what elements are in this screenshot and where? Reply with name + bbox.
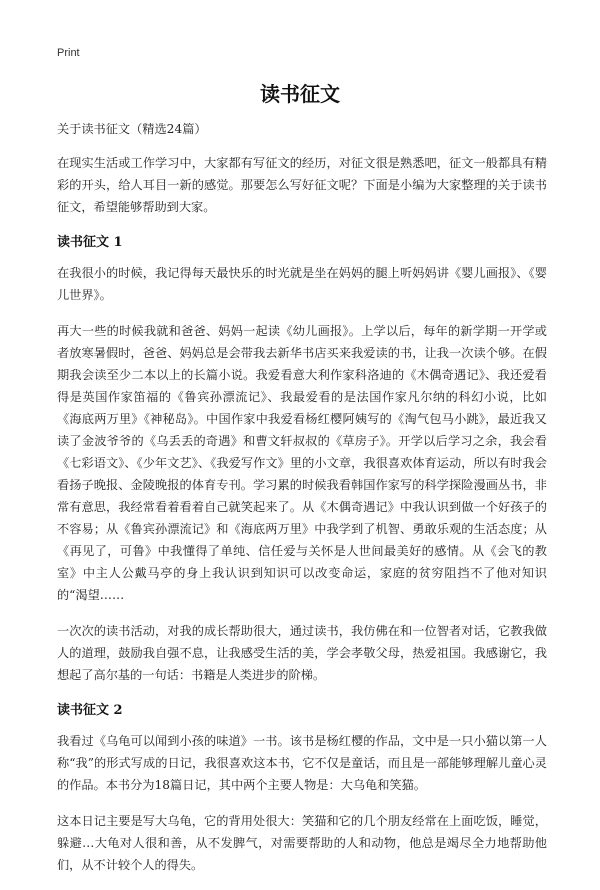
section-2-paragraph-1: 我看过《乌龟可以闻到小孩的味道》一书。该书是杨红樱的作品，文中是一只小猫以第一人称“我”的形式写成的日记，我很喜欢这本书，它不仅是童话，而且是一部能够理解儿童心灵的作品。本书分为18篇日记，其中两个主要人物是：大乌龟和笑猫。 bbox=[57, 734, 547, 792]
article-subtitle: 关于读书征文（精选24篇） bbox=[57, 122, 207, 136]
section-heading-1: 读书征文 1 bbox=[57, 235, 123, 250]
section-1-paragraph-1: 在我很小的时候，我记得每天最快乐的时光就是坐在妈妈的腿上听妈妈讲《婴儿画报》、《婴儿世界》。 bbox=[57, 266, 547, 302]
page-title: 读书征文 bbox=[260, 82, 340, 106]
section-heading-2: 读书征文 2 bbox=[57, 703, 123, 718]
section-2-paragraph-2: 这本日记主要是写大乌龟，它的背用处很大：笑猫和它的几个朋友经常在上面吃饭，睡觉，躲避…大龟对人很和善，从不发脾气，对需要帮助的人和动物，他总是竭尽全力地帮助他们，从不计较个人的得失。 bbox=[57, 814, 547, 872]
article-body bbox=[57, 118, 547, 890]
print-link[interactable]: Print bbox=[57, 47, 80, 59]
section-1-paragraph-3: 一次次的读书活动，对我的成长帮助很大，通过读书，我仿佛在和一位智者对话，它教我做人的道理，鼓励我自强不息，让我感受生活的美，学会孝敬父母，热爱祖国。我感谢它，我想起了高尔基的一句话：书籍是人类进步的阶梯。 bbox=[57, 624, 547, 682]
intro-paragraph: 在现实生活或工作学习中，大家都有写征文的经历，对征文很是熟悉吧，征文一般都具有精彩的开头，给人耳目一新的感觉。那要怎么写好征文呢？下面是小编为大家整理的关于读书征文，希望能够帮助到大家。 bbox=[57, 156, 547, 214]
section-1-paragraph-2: 再大一些的时候我就和爸爸、妈妈一起读《幼儿画报》。上学以后，每年的新学期一开学或者放寒暑假时，爸爸、妈妈总是会带我去新华书店买来我爱读的书，让我一次读个够。在假期我会读至少二本以上的长篇小说。我爱看意大利作家科洛迪的《木偶奇遇记》、我还爱看得是英国作家笛福的《鲁宾孙漂流记》、我最爱看的是法国作家凡尔纳的科幻小说，比如《海底两万里》《神秘岛》。中国作家中我爱看杨红樱阿姨写的《淘气包马小跳》，最近我又读了金波爷爷的《乌丢丢的奇遇》和曹文轩叔叔的《草房子》。开学以后学习之余，我会看《七彩语文》、《少年文艺》、《我爱写作文》里的小文章，我很喜欢体育运动，所以有时我会看扬子晚报、金陵晚报的体育专刊。学习累的时候我看韩国作家写的科学探险漫画丛书，非常有意思，我经常看着看着自己就笑起来了。从《木偶奇遇记》中我认识到做一个好孩子的不容易；从《鲁宾孙漂流记》和《海底两万里》中我学到了机智、勇敢乐观的生活态度；从《再见了，可鲁》中我懂得了单纯、信任爱与关怀是人世间最美好的感情。从《会飞的教室》中主人公戴马亭的身上我认识到知识可以改变命运，家庭的贫穷阻挡不了他对知识的“渴望…… bbox=[57, 324, 547, 602]
